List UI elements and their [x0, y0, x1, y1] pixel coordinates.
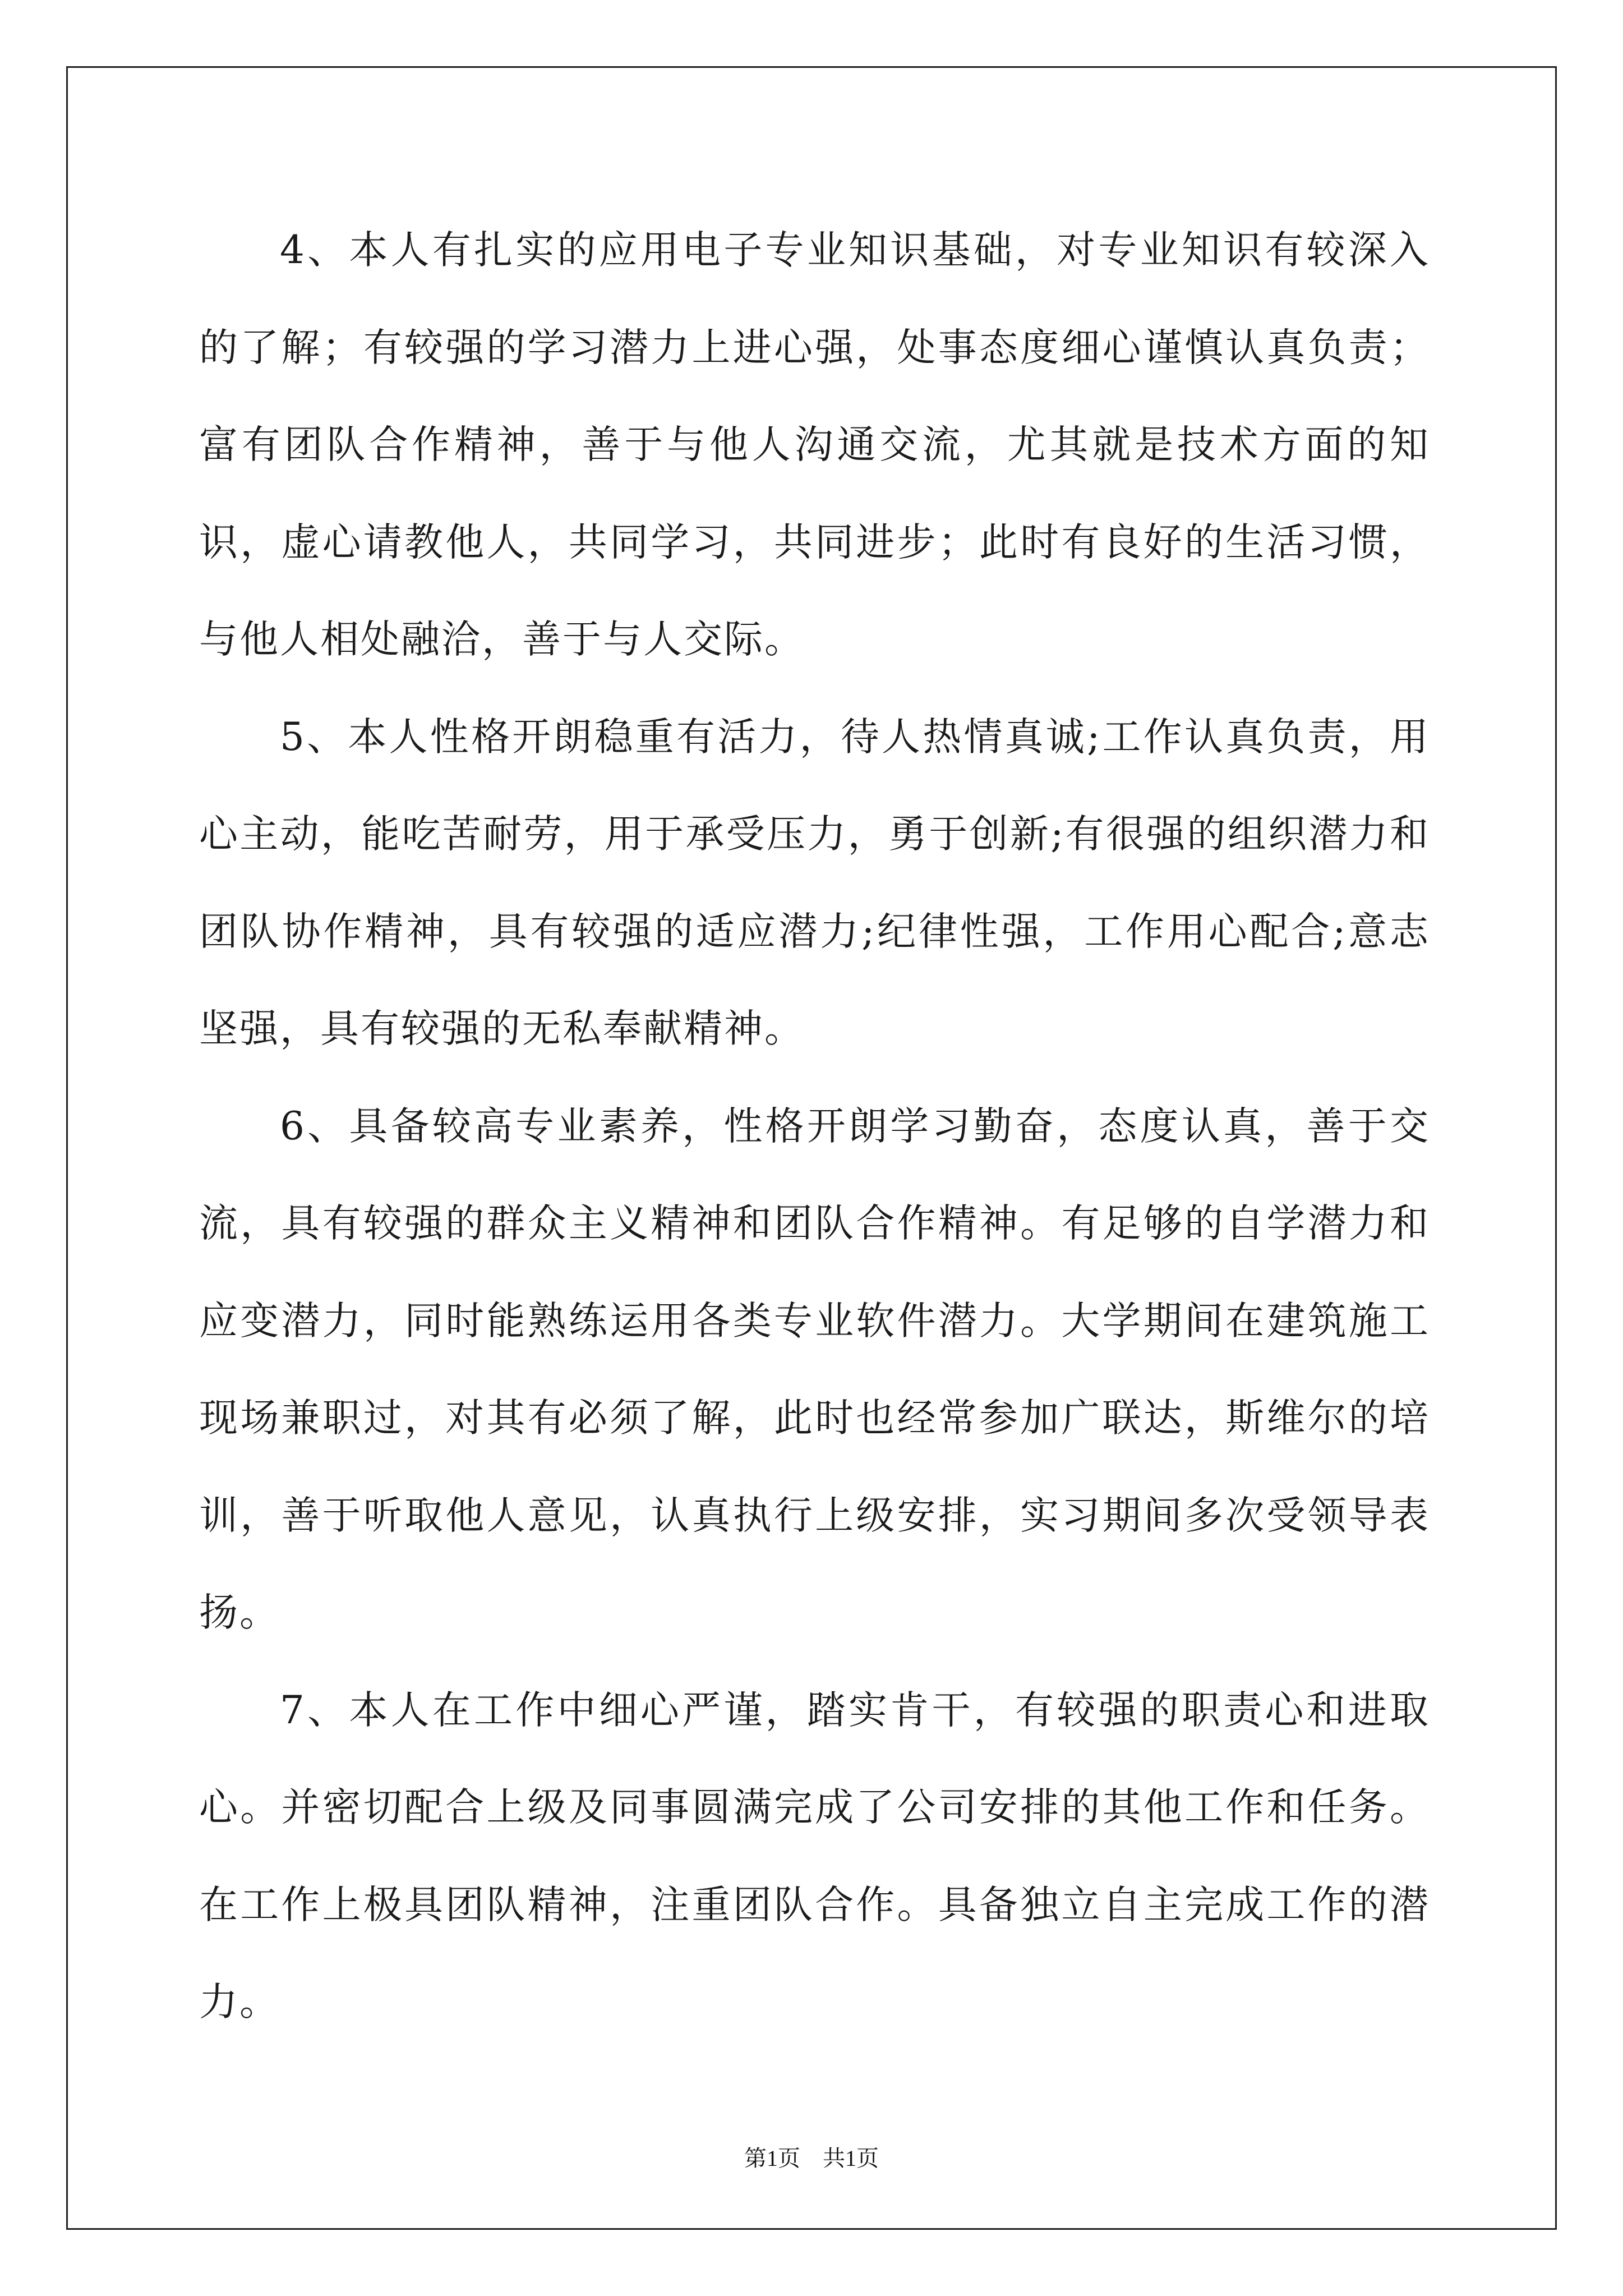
document-body [199, 202, 1430, 2051]
paragraph-5: 5、本人性格开朗稳重有活力，待人热情真诚;工作认真负责，用心主动，能吃苦耐劳，用于承受压力，勇于创新;有很强的组织潜力和团队协作精神，具有较强的适应潜力;纪律性强，工作用心配合;意志坚强，具有较强的无私奉献精神。 [199, 714, 1430, 1051]
paragraph-6: 6、具备较高专业素养，性格开朗学习勤奋，态度认真，善于交流，具有较强的群众主义精神和团队合作精神。有足够的自学潜力和应变潜力，同时能熟练运用各类专业软件潜力。大学期间在建筑施工现场兼职过，对其有必须了解，此时也经常参加广联达，斯维尔的培训，善于听取他人意见，认真执行上级安排，实习期间多次受领导表扬。 [199, 1103, 1430, 1635]
paragraph-7: 7、本人在工作中细心严谨，踏实肯干，有较强的职责心和进取心。并密切配合上级及同事圆满完成了公司安排的其他工作和任务。在工作上极具团队精神，注重团队合作。具备独立自主完成工作的潜力。 [199, 1687, 1430, 2024]
paragraph-4: 4、本人有扎实的应用电子专业知识基础，对专业知识有较深入的了解；有较强的学习潜力上进心强，处事态度细心谨慎认真负责；富有团队合作精神，善于与他人沟通交流，尤其就是技术方面的知识，虚心请教他人，共同学习，共同进步；此时有良好的生活习惯，与他人相处融洽，善于与人交际。 [199, 228, 1430, 662]
page-footer: 第1页 共1页 [744, 2146, 879, 2171]
